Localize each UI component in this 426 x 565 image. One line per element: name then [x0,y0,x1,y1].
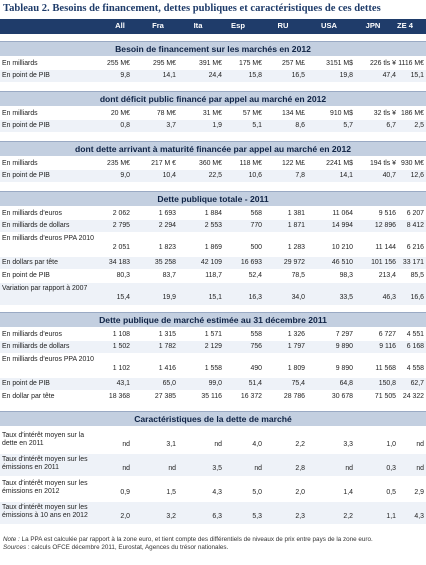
table-cell: nd [345,465,353,472]
row-label: En point de PIB [2,272,50,279]
table-cell: 9 516 [378,210,396,217]
table-cell: 1,0 [386,441,396,448]
table-cell: 24 322 [402,393,424,400]
row-label: En milliards d'euros PPA 2010 [2,235,94,242]
table-cell: 2 051 [112,244,130,251]
table-note [3,536,423,552]
row-label: En milliards de dollars [2,343,70,350]
table-cell: 75,4 [291,380,305,387]
row-label: Taux d'intérêt moyen sur les émissions à 10 ans en 2012 [2,504,88,519]
table-cell: 27 385 [154,393,176,400]
table-cell: 3,3 [343,441,353,448]
column-header: RU [277,21,289,30]
table-cell: 1 782 [158,343,176,350]
table-cell: 0,9 [120,489,130,496]
table-cell: 12 896 [374,222,396,229]
table-cell: 2,0 [295,489,305,496]
table-cell: 5,0 [252,489,262,496]
table-cell: 4,3 [414,513,424,520]
table-cell: nd [214,441,222,448]
section-divider [0,411,426,412]
table-cell: 8,6 [295,122,305,129]
table-cell: 226 tls ¥ [369,60,396,67]
table-cell: 64,8 [339,380,353,387]
table-row [0,378,426,390]
table-row [0,341,426,353]
table-row [0,430,426,452]
table-cell: 2,0 [120,513,130,520]
table-cell: 122 M£ [282,160,305,167]
table-cell: 770 [250,222,262,229]
table-cell: 11 568 [375,365,396,372]
table-cell: 1 558 [204,365,222,372]
table-cell: 32 tls ¥ [373,110,396,117]
table-row [0,391,426,403]
table-cell: 35 116 [201,393,222,400]
table-cell: 3,2 [166,513,176,520]
table-cell: 1,5 [166,489,176,496]
table-row [0,220,426,232]
table-cell: 500 [250,244,262,251]
note-text: La PPA est calculée par rapport à la zone euro, et tient compte des différentiels de niveaux de prix entre pays de la zone euro. [19,536,373,543]
column-header: JPN [365,21,381,30]
table-cell: 11 144 [375,244,396,251]
table-cell: 9 116 [379,343,396,350]
table-cell: 10 210 [331,244,353,251]
column-header: USA [320,21,338,30]
table-cell: 1 871 [287,222,305,229]
table-cell: 134 M£ [282,110,305,117]
table-cell: 6 207 [406,210,424,217]
section-divider [0,41,426,42]
table-cell: 9,8 [120,72,130,79]
section-divider [0,141,426,142]
table-cell: 10,4 [162,172,176,179]
table-cell: 0,3 [386,465,396,472]
row-label: En milliards [2,60,38,67]
table-cell: 42 109 [200,259,222,266]
table-row [0,354,426,376]
table-cell: 1 283 [287,244,305,251]
table-cell: 255 M€ [107,60,130,67]
table-cell: 756 [250,343,262,350]
table-cell: 29 972 [283,259,305,266]
column-header: Ita [193,21,203,30]
table-cell: 6,3 [212,513,222,520]
row-label: En point de PIB [2,122,50,129]
table-cell: 1 502 [112,343,130,350]
table-cell: 15,1 [208,294,222,301]
table-cell: 16 372 [240,393,262,400]
table-cell: 1 869 [204,244,222,251]
table-cell: 1 315 [158,331,176,338]
table-cell: 217 M € [151,160,176,167]
section-heading: Besoin de financement sur les marchés en 2012 [0,42,426,56]
table-cell: 2 553 [204,222,222,229]
table-cell: 6,7 [386,122,396,129]
row-label: En point de PIB [2,172,50,179]
table-cell: 1,4 [343,489,353,496]
table-cell: nd [168,465,176,472]
table-cell: 1 102 [112,365,130,372]
table-cell: 28 786 [283,393,305,400]
table-cell: 14,1 [339,172,353,179]
note-line [3,536,423,544]
table-cell: 5,3 [252,513,262,520]
table-cell: 2,9 [414,489,424,496]
table-cell: 257 M£ [282,60,305,67]
table-cell: 10,6 [248,172,262,179]
table-row [0,208,426,220]
table-cell: 930 M€ [401,160,424,167]
table-cell: 20 M€ [110,110,130,117]
table-cell: 175 M€ [239,60,262,67]
row-label: En milliards [2,160,38,167]
row-label: En point de PIB [2,380,50,387]
table-cell: 34 183 [108,259,130,266]
table-title: Tableau 2. Besoins de financement, dettes publiques et caractéristiques de ces dettes [3,3,381,14]
table-cell: nd [254,465,262,472]
table-cell: 0,5 [386,489,396,496]
table-cell: 360 M€ [199,160,222,167]
table-cell: 30 678 [331,393,353,400]
row-label: En dollars par tête [2,259,58,266]
sources-text: : calculs OFCE décembre 2011, Eurostat, Agences du trésor nationales. [26,544,229,551]
table-cell: 2 795 [112,222,130,229]
table-cell: 235 M€ [107,160,130,167]
table-cell: nd [122,465,130,472]
section-divider [0,312,426,313]
table-row [0,108,426,120]
table-cell: 46,3 [382,294,396,301]
table-cell: 33,5 [339,294,353,301]
row-label: En dollar par tête [2,393,55,400]
table-cell: 2241 M$ [326,160,353,167]
table-cell: 65,0 [162,380,176,387]
table-cell: 57 M€ [242,110,262,117]
table-row [0,120,426,132]
table-row [0,233,426,255]
table-cell: 47,4 [382,72,396,79]
table-cell: 14 994 [331,222,353,229]
table-cell: 1 416 [158,365,176,372]
table-cell: 6 727 [378,331,396,338]
table-cell: 1 823 [158,244,176,251]
table-cell: 2,2 [295,441,305,448]
note-prefix: Note : [3,536,20,543]
table-cell: 2,2 [343,513,353,520]
table-cell: 186 M€ [401,110,424,117]
table-cell: 1 884 [204,210,222,217]
table-cell: 15,1 [410,72,424,79]
row-label: En milliards d'euros [2,331,62,338]
table-cell: 85,5 [410,272,424,279]
table-cell: 194 tls ¥ [369,160,396,167]
row-label: Variation par rapport à 2007 [2,285,88,292]
table-cell: 4,3 [212,489,222,496]
table-cell: 16 693 [240,259,262,266]
table-row [0,257,426,269]
table-cell: 6 216 [406,244,424,251]
section-heading: Dette publique de marché estimée au 31 décembre 2011 [0,313,426,327]
table-cell: 1,9 [212,122,222,129]
table-cell: 19,9 [162,294,176,301]
table-cell: nd [122,441,130,448]
table-cell: 15,4 [116,294,130,301]
table-cell: 490 [250,365,262,372]
table-cell: 568 [250,210,262,217]
row-label: En milliards d'euros PPA 2010 [2,356,94,363]
table-cell: 16,6 [410,294,424,301]
table-cell: 22,5 [208,172,222,179]
table-cell: 62,7 [410,380,424,387]
table-cell: 7,8 [295,172,305,179]
table-cell: 1,1 [386,513,396,520]
table-cell: 24,4 [208,72,222,79]
table-row [0,478,426,500]
table-cell: 118 M€ [239,160,262,167]
row-label: Taux d'intérêt moyen sur la dette en 2011 [2,432,85,447]
table-cell: 99,0 [208,380,222,387]
table-cell: 213,4 [378,272,396,279]
table-cell: 18 368 [108,393,130,400]
table-cell: 9 890 [335,343,353,350]
table-row [0,270,426,282]
table-cell: 295 M€ [153,60,176,67]
table-cell: 5,1 [252,122,262,129]
table-cell: 14,1 [162,72,176,79]
table-cell: 43,1 [116,380,130,387]
table-row [0,329,426,341]
table-cell: 3,5 [212,465,222,472]
table-cell: 4 558 [406,365,424,372]
table-cell: 1 326 [287,331,305,338]
table-cell: 8 412 [406,222,424,229]
table-cell: 1 797 [287,343,305,350]
table-cell: 7 297 [335,331,353,338]
table-cell: 12,6 [410,172,424,179]
row-label: En milliards [2,110,38,117]
table-cell: 2,5 [414,122,424,129]
table-cell: nd [416,441,424,448]
table-cell: 3,7 [166,122,176,129]
table-cell: 0,8 [120,122,130,129]
table-cell: 34,0 [291,294,305,301]
table-cell: 31 M€ [202,110,222,117]
table-cell: 16,3 [248,294,262,301]
table-cell: 78 M€ [156,110,176,117]
table-row [0,70,426,82]
table-cell: 1 571 [204,331,222,338]
table-row [0,283,426,305]
section-heading: dont déficit public financé par appel au marché en 2012 [0,92,426,106]
section-heading: Caractéristiques de la dette de marché [0,412,426,426]
table-row [0,158,426,170]
section-heading: Dette publique totale - 2011 [0,192,426,206]
column-header: Esp [231,21,245,30]
table-cell: 2 294 [158,222,176,229]
table-cell: 71 505 [374,393,396,400]
column-header: Fra [152,21,164,30]
table-cell: 15,8 [248,72,262,79]
table-row [0,58,426,70]
table-cell: 2,8 [295,465,305,472]
column-header-row [0,19,426,34]
table-cell: 51,4 [248,380,262,387]
table-cell: 46 510 [331,259,353,266]
table-cell: 150,8 [378,380,396,387]
row-label: En milliards d'euros [2,210,62,217]
row-label: Taux d'intérêt moyen sur les émissions en 2012 [2,480,88,495]
section-heading: dont dette arrivant à maturité financée par appel au marché en 2012 [0,142,426,156]
table-row [0,502,426,524]
table-cell: 2 062 [112,210,130,217]
table-cell: 1 693 [158,210,176,217]
table-cell: 52,4 [248,272,262,279]
table-cell: 11 064 [332,210,353,217]
row-label: Taux d'intérêt moyen sur les émissions en 2011 [2,456,88,471]
table-cell: 9 890 [335,365,353,372]
table-cell: nd [416,465,424,472]
table-cell: 391 M€ [199,60,222,67]
table-cell: 19,8 [339,72,353,79]
table-cell: 35 258 [154,259,176,266]
column-header: All [115,21,125,30]
section-divider [0,191,426,192]
sources-line [3,544,423,552]
table-cell: 4,0 [252,441,262,448]
section-divider [0,91,426,92]
table-cell: 6 168 [406,343,424,350]
table-cell: 101 156 [371,259,396,266]
table-cell: 9,0 [120,172,130,179]
table-cell: 558 [250,331,262,338]
table-cell: 80,3 [116,272,130,279]
table-cell: 1 108 [112,331,130,338]
table-cell: 2,3 [295,513,305,520]
table-cell: 1 809 [287,365,305,372]
table-cell: 40,7 [382,172,396,179]
table-cell: 118,7 [205,272,222,279]
table-cell: 1116 M€ [398,60,424,67]
table-cell: 4 551 [406,331,424,338]
table-cell: 3,1 [166,441,176,448]
row-label: En point de PIB [2,72,50,79]
table-cell: 98,3 [339,272,353,279]
row-label: En milliards de dollars [2,222,70,229]
column-header: ZE 4 [396,21,414,30]
table-cell: 16,5 [291,72,305,79]
sources-prefix: Sources [3,544,27,551]
table-row [0,454,426,476]
table-cell: 910 M$ [330,110,353,117]
table-row [0,170,426,182]
table-cell: 78,5 [291,272,305,279]
table-cell: 83,7 [162,272,176,279]
table-cell: 2 129 [204,343,222,350]
table-cell: 1 381 [287,210,305,217]
table-cell: 33 171 [402,259,424,266]
table-cell: 5,7 [343,122,353,129]
table-cell: 3151 M$ [326,60,353,67]
